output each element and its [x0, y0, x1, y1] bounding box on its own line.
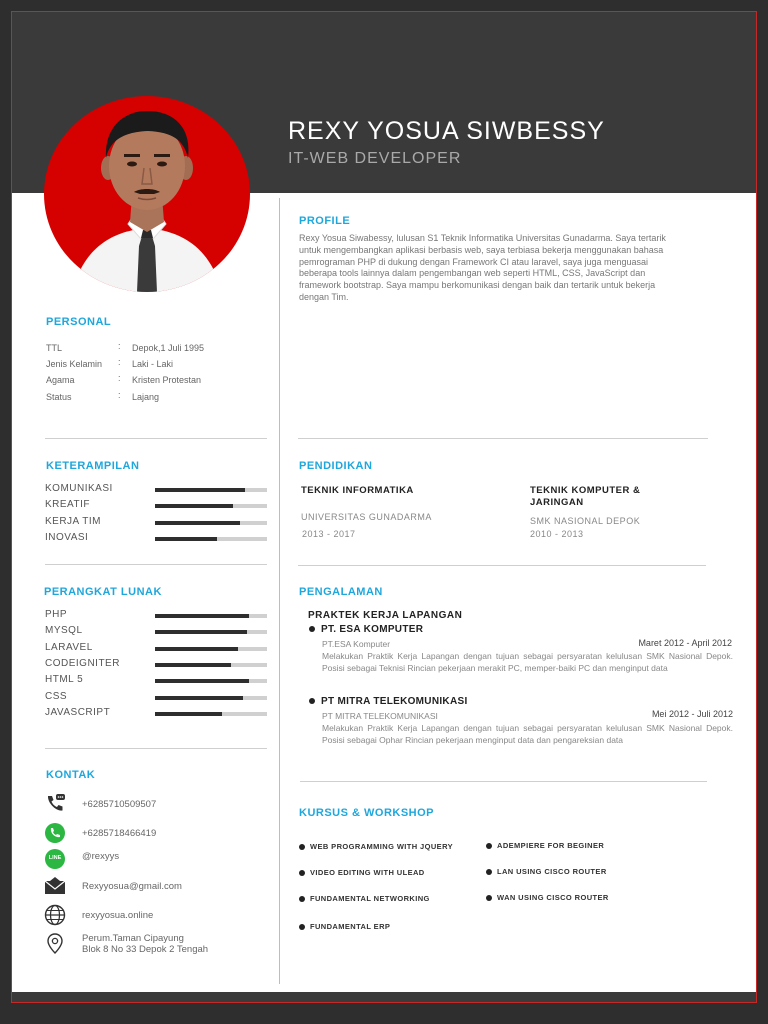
- skill-row: [45, 483, 267, 497]
- software-level-fill: [155, 647, 238, 651]
- software-row: [45, 707, 267, 721]
- bullet-icon: [309, 698, 315, 704]
- course-label: FUNDAMENTAL NETWORKING: [310, 894, 430, 903]
- course-item: [486, 841, 604, 850]
- software-level-fill: [155, 614, 249, 618]
- course-item: [299, 842, 453, 851]
- skill-level-fill: [155, 537, 217, 541]
- full-name: REXY YOSUA SIWBESSY: [288, 117, 605, 145]
- line-badge-text: LINE: [48, 855, 62, 861]
- skill-label: KOMUNIKASI: [45, 483, 113, 494]
- location-icon: [44, 933, 66, 955]
- profile-photo: [44, 96, 250, 292]
- contact-heading: KONTAK: [46, 769, 96, 781]
- whatsapp-number[interactable]: +6285718466419: [82, 828, 157, 839]
- course-label: ADEMPIERE FOR BEGINER: [497, 841, 605, 850]
- personal-sep: :: [118, 373, 121, 383]
- software-row: [45, 658, 267, 672]
- education-2-school: SMK NASIONAL DEPOK: [530, 516, 641, 526]
- mail-icon: [44, 875, 66, 897]
- education-heading: PENDIDIKAN: [299, 460, 373, 472]
- course-item: [299, 922, 390, 931]
- software-level-bar: [155, 696, 267, 700]
- software-row: [45, 691, 267, 705]
- personal-sep: :: [118, 357, 121, 367]
- skill-row: [45, 499, 267, 513]
- software-label: JAVASCRIPT: [45, 706, 111, 718]
- software-label: PHP: [45, 609, 68, 620]
- software-level-bar: [155, 647, 267, 651]
- personal-value-ttl: Depok,1 Juli 1995: [132, 343, 205, 353]
- line-id[interactable]: @rexyys: [82, 851, 120, 862]
- software-level-fill: [155, 679, 249, 683]
- course-item: [486, 893, 609, 902]
- software-level-bar: [155, 679, 267, 683]
- course-label: LAN USING CISCO ROUTER: [497, 867, 607, 876]
- experience-2-desc: Melakukan Praktik Kerja Lapangan dengan tujuan sebagai persyaratan kelulusan SMK Nasional Depok. Posisi sebagai Ophar Rincian pekerjaan menginput data dan pengareksian data: [322, 723, 733, 745]
- bullet-icon: [486, 843, 492, 849]
- experience-1-company: PT. ESA KOMPUTER: [321, 624, 424, 635]
- whatsapp-icon: [44, 822, 66, 844]
- contact-whatsapp: [44, 822, 264, 846]
- job-title: IT-WEB DEVELOPER: [288, 150, 462, 167]
- experience-1-sub: PT.ESA Komputer: [322, 639, 391, 649]
- personal-label-ttl: TTL: [46, 343, 63, 353]
- software-label: HTML 5: [45, 674, 84, 686]
- experience-1-date: Maret 2012 - April 2012: [638, 638, 732, 648]
- skill-row: [45, 532, 267, 546]
- bullet-icon: [486, 869, 492, 875]
- divider: [45, 748, 267, 749]
- software-row: [45, 609, 267, 623]
- divider: [300, 781, 707, 782]
- column-divider: [279, 198, 280, 984]
- contact-line: [44, 848, 264, 872]
- experience-2-sub: PT MITRA TELEKOMUNIKASI: [322, 711, 438, 721]
- courses-heading: KURSUS & WORKSHOP: [299, 807, 435, 819]
- software-level-bar: [155, 614, 267, 618]
- experience-1-company-row: [309, 624, 423, 635]
- course-label: WAN USING CISCO ROUTER: [497, 893, 609, 902]
- profile-heading: PROFILE: [299, 215, 351, 227]
- software-label: CSS: [45, 690, 68, 702]
- software-label: LARAVEL: [45, 641, 93, 653]
- contact-email: [44, 875, 264, 899]
- skill-row: [45, 516, 267, 530]
- education-2-years: 2010 - 2013: [530, 529, 584, 539]
- course-label: WEB PROGRAMMING WITH JQUERY: [310, 842, 454, 851]
- resume-page: [11, 11, 757, 1003]
- software-row: [45, 674, 267, 688]
- course-item: [299, 868, 425, 877]
- bullet-icon: [486, 895, 492, 901]
- bullet-icon: [299, 924, 305, 930]
- experience-1-desc: Melakukan Praktik Kerja Lapangan dengan tujuan sebagai persyaratan kelulusan SMK Nasional Depok. Posisi sebagai Teknisi Rincian pekerjaan merakit PC, memper-baiki PC dan menginput data: [322, 651, 733, 673]
- divider: [45, 438, 267, 439]
- experience-subheading: PRAKTEK KERJA LAPANGAN: [308, 610, 463, 621]
- skill-level-fill: [155, 521, 240, 525]
- skill-label: KERJA TIM: [45, 515, 101, 527]
- education-2-title: TEKNIK KOMPUTER &: [530, 485, 641, 496]
- personal-label-gender: Jenis Kelamin: [46, 359, 103, 369]
- skill-label: INOVASI: [45, 531, 89, 543]
- software-heading: PERANGKAT LUNAK: [44, 586, 162, 598]
- education-2-title-line2: JARINGAN: [530, 497, 584, 508]
- personal-value-religion: Kristen Protestan: [132, 375, 202, 385]
- course-item: [299, 894, 430, 903]
- software-level-fill: [155, 663, 231, 667]
- divider: [298, 438, 708, 439]
- software-level-bar: [155, 663, 267, 667]
- skill-level-fill: [155, 504, 233, 508]
- experience-2-company: PT MITRA TELEKOMUNIKASI: [321, 696, 468, 707]
- software-label: MYSQL: [45, 625, 83, 637]
- website-url[interactable]: rexyyosua.online: [82, 910, 154, 921]
- software-label: CODEIGNITER: [45, 657, 120, 669]
- education-1-title: TEKNIK INFORMATIKA: [301, 485, 414, 496]
- bullet-icon: [309, 626, 315, 632]
- personal-label-religion: Agama: [46, 375, 75, 385]
- person-portrait-icon: [44, 96, 250, 292]
- globe-icon: [44, 904, 66, 926]
- bullet-icon: [299, 844, 305, 850]
- skill-level-bar: [155, 504, 267, 508]
- skill-label: KREATIF: [45, 499, 90, 511]
- software-row: [45, 625, 267, 639]
- software-level-bar: [155, 630, 267, 634]
- divider: [45, 564, 267, 565]
- personal-heading: PERSONAL: [46, 316, 112, 328]
- software-row: [45, 642, 267, 656]
- bullet-icon: [299, 870, 305, 876]
- software-level-fill: [155, 712, 222, 716]
- skill-level-fill: [155, 488, 245, 492]
- software-level-bar: [155, 712, 267, 716]
- bullet-icon: [299, 896, 305, 902]
- address-line-2: Blok 8 No 33 Depok 2 Tengah: [82, 944, 209, 955]
- experience-2-company-row: [309, 696, 468, 707]
- footer-band: [12, 992, 757, 1002]
- course-label: FUNDAMENTAL ERP: [310, 922, 391, 931]
- course-item: [486, 867, 607, 876]
- address-line-1: Perum.Taman Cipayung: [82, 933, 184, 944]
- personal-value-gender: Laki - Laki: [132, 359, 174, 369]
- personal-label-status: Status: [46, 392, 72, 402]
- education-1-years: 2013 - 2017: [302, 529, 356, 539]
- profile-summary: Rexy Yosua Siwabessy, lulusan S1 Teknik Informatika Universitas Gunadarma. Saya tertarik untuk mengembangkan aplikasi berbasis web, saya terbiasa bekerja menggunakan bahasa pemrograman PHP di dukung dengan Framework CI atau laravel, saya juga menguasai beberapa tools lainnya dalam pengembangan web seperti HTML, CSS, JavaScript dan framework bootstrap. Saya mampu berkomunikasi dengan baik dan tertarik untuk bekerja dengan Tim.: [299, 233, 666, 302]
- personal-sep: :: [118, 341, 121, 351]
- experience-2-date: Mei 2012 - Juli 2012: [651, 709, 733, 719]
- contact-address: [44, 933, 264, 957]
- skill-level-bar: [155, 537, 267, 541]
- course-label: VIDEO EDITING WITH ULEAD: [310, 868, 425, 877]
- phone-icon: [44, 793, 66, 815]
- email-address[interactable]: Rexyyosua@gmail.com: [82, 881, 182, 892]
- skill-level-bar: [155, 488, 267, 492]
- education-1-school: UNIVERSITAS GUNADARMA: [301, 512, 432, 522]
- skills-heading: KETERAMPILAN: [46, 460, 140, 472]
- personal-sep: :: [118, 390, 121, 400]
- personal-value-status: Lajang: [132, 392, 160, 402]
- contact-website: [44, 904, 264, 928]
- divider: [298, 565, 706, 566]
- software-level-fill: [155, 630, 247, 634]
- skill-level-bar: [155, 521, 267, 525]
- experience-heading: PENGALAMAN: [299, 586, 383, 598]
- phone-number[interactable]: +6285710509507: [82, 799, 157, 810]
- software-level-fill: [155, 696, 243, 700]
- contact-phone: [44, 793, 264, 817]
